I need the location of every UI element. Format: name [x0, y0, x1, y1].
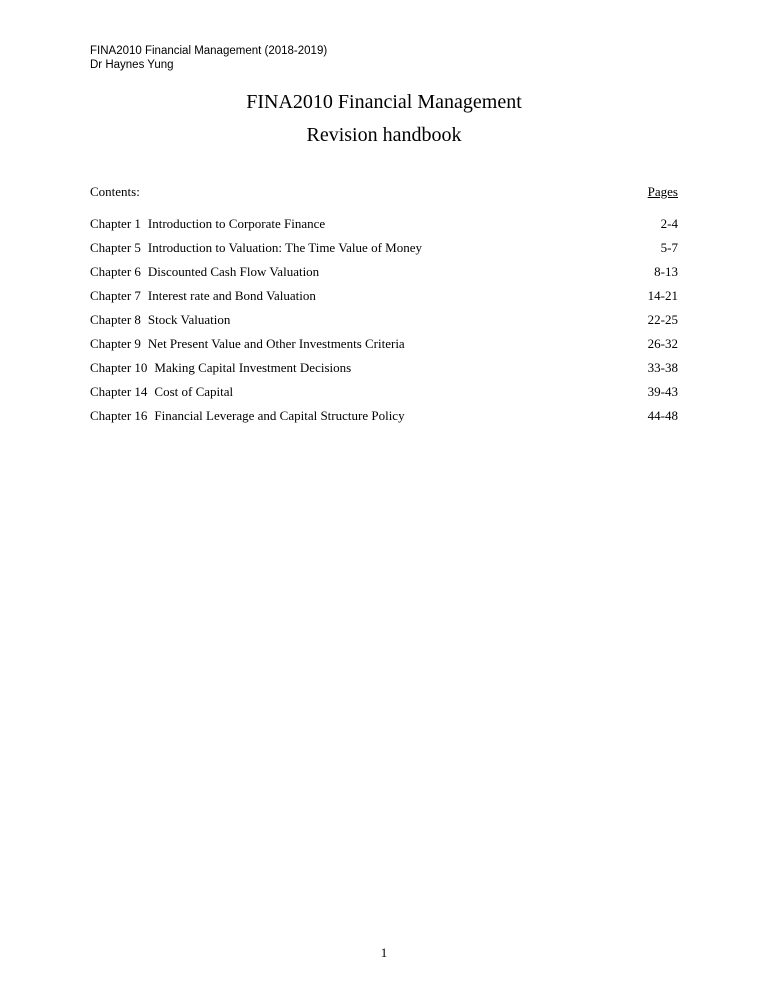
toc-chapter: Chapter 9	[90, 336, 141, 351]
toc-pages: 14-21	[647, 288, 678, 303]
toc-row	[90, 336, 678, 360]
toc-pages: 5-7	[660, 240, 678, 255]
toc-title: Making Capital Investment Decisions	[154, 360, 352, 375]
toc-chapter: Chapter 7	[90, 288, 141, 303]
toc-pages: 22-25	[647, 312, 678, 327]
toc-chapter: Chapter 16	[90, 408, 148, 423]
toc-title: Introduction to Valuation: The Time Value of Money	[147, 240, 422, 255]
table-of-contents	[90, 216, 678, 432]
toc-title: Net Present Value and Other Investments Criteria	[147, 336, 405, 351]
toc-pages: 39-43	[647, 384, 678, 399]
pages-column-label: Pages	[647, 184, 678, 199]
toc-chapter: Chapter 10	[90, 360, 148, 375]
toc-title: Introduction to Corporate Finance	[147, 216, 326, 231]
toc-pages: 33-38	[647, 360, 678, 375]
document-subtitle: Revision handbook	[306, 124, 462, 146]
toc-chapter: Chapter 5	[90, 240, 141, 255]
contents-label: Contents:	[90, 184, 140, 199]
document-title: FINA2010 Financial Management	[246, 91, 522, 113]
toc-row	[90, 360, 678, 384]
toc-pages: 26-32	[647, 336, 678, 351]
toc-pages: 2-4	[660, 216, 678, 231]
toc-row	[90, 240, 678, 264]
toc-title: Discounted Cash Flow Valuation	[147, 264, 320, 279]
toc-pages: 44-48	[647, 408, 678, 423]
toc-chapter: Chapter 14	[90, 384, 148, 399]
page-header	[90, 44, 327, 72]
toc-title: Cost of Capital	[154, 384, 234, 399]
toc-row	[90, 264, 678, 288]
header-lecturer: Dr Haynes Yung	[90, 59, 174, 71]
toc-chapter: Chapter 6	[90, 264, 141, 279]
toc-pages: 8-13	[654, 264, 678, 279]
toc-row	[90, 408, 678, 432]
header-course-line: FINA2010 Financial Management (2018-2019)	[90, 45, 328, 57]
toc-title: Interest rate and Bond Valuation	[147, 288, 316, 303]
toc-row	[90, 288, 678, 312]
toc-chapter: Chapter 1	[90, 216, 141, 231]
toc-chapter: Chapter 8	[90, 312, 141, 327]
toc-row	[90, 216, 678, 240]
toc-title: Stock Valuation	[147, 312, 231, 327]
page-number: 1	[380, 945, 388, 960]
toc-row	[90, 384, 678, 408]
toc-title: Financial Leverage and Capital Structure Policy	[154, 408, 405, 423]
toc-row	[90, 312, 678, 336]
